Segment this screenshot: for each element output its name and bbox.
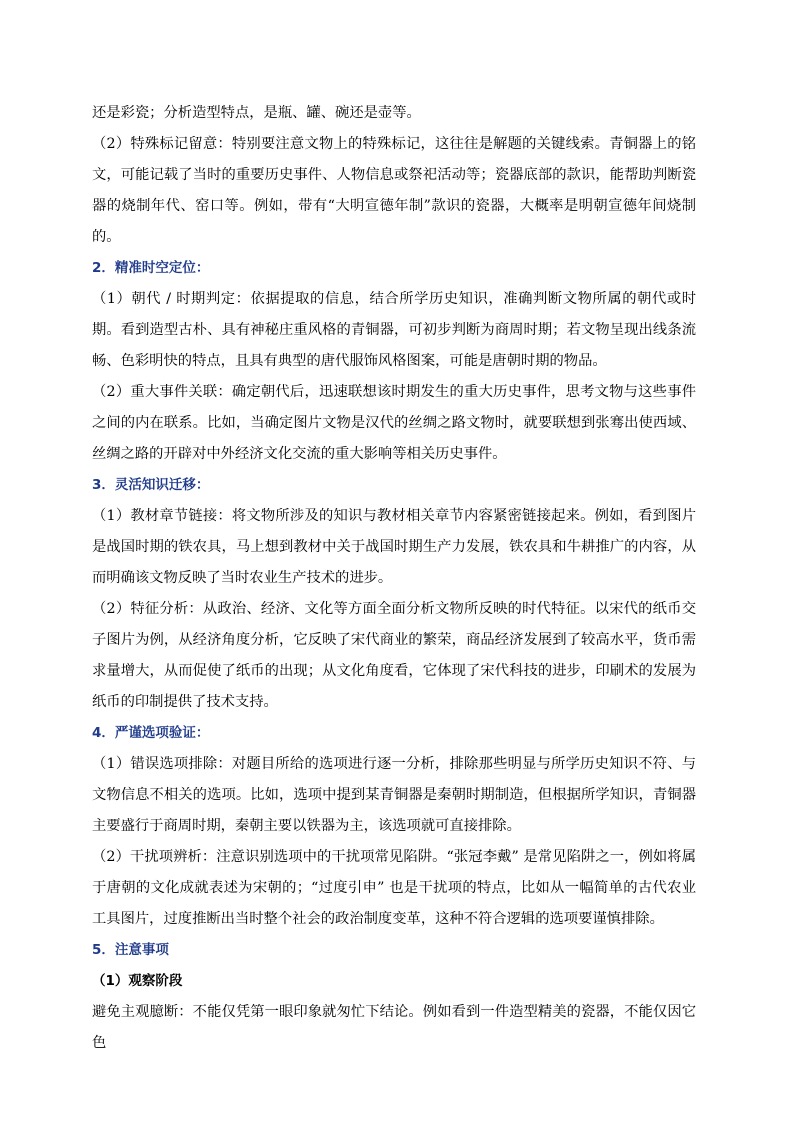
paragraph-distractor-analysis: （2）干扰项辨析：注意识别选项中的干扰项常见陷阱。“张冠李戴” 是常见陷阱之一，例如将属于唐朝的文化成就表述为宋朝的；“过度引申” 也是干扰项的特点，比如从一幅简单的古代农业工具图片，过度推断出当时整个社会的政治制度变革，这种不符合逻辑的选项要谨慎排除。	[92, 849, 696, 927]
paragraph-textbook-link: （1）教材章节链接：将文物所涉及的知识与教材相关章节内容紧密链接起来。例如，看到图片是战国时期的铁农具，马上想到教材中关于战国时期生产力发展，铁农具和牛耕推广的内容，从而明确该文物反映了当时农业生产技术的进步。	[92, 508, 696, 586]
heading-section-4: 4．严谨选项验证：	[92, 725, 210, 741]
paragraph-event-association: （2）重大事件关联：确定朝代后，迅速联想该时期发生的重大历史事件，思考文物与这些事件之间的内在联系。比如，当确定图片文物是汉代的丝绸之路文物时，就要联想到张骞出使西域、丝绸之路的开辟对中外经济文化交流的重大影响等相关历史事件。	[92, 384, 696, 462]
paragraph-wrong-option-elimination: （1）错误选项排除：对题目所给的选项进行逐一分析，排除那些明显与所学历史知识不符、与文物信息不相关的选项。比如，选项中提到某青铜器是秦朝时期制造，但根据所学知识，青铜器主要盛行于商周时期，秦朝主要以铁器为主，该选项就可直接排除。	[92, 756, 696, 834]
document-body	[92, 98, 696, 1059]
paragraph-avoid-subjectivity: 避免主观臆断：不能仅凭第一眼印象就匆忙下结论。例如看到一件造型精美的瓷器，不能仅因它色	[92, 1004, 696, 1051]
heading-section-3: 3．灵活知识迁移：	[92, 477, 210, 493]
heading-section-2: 2．精准时空定位：	[92, 260, 210, 276]
paragraph-continuation: 还是彩瓷；分析造型特点，是瓶、罐、碗还是壶等。	[92, 105, 421, 121]
paragraph-feature-analysis: （2）特征分析：从政治、经济、文化等方面全面分析文物所反映的时代特征。以宋代的纸币交子图片为例，从经济角度分析，它反映了宋代商业的繁荣，商品经济发展到了较高水平，货币需求量增大，从而促使了纸币的出现；从文化角度看，它体现了宋代科技的进步，印刷术的发展为纸币的印制提供了技术支持。	[92, 601, 696, 710]
paragraph-special-marks: （2）特殊标记留意：特别要注意文物上的特殊标记，这往往是解题的关键线索。青铜器上的铭文，可能记载了当时的重要历史事件、人物信息或祭祀活动等；瓷器底部的款识，能帮助判断瓷器的烧制年代、窑口等。例如，带有“大明宣德年制”款识的瓷器，大概率是明朝宣德年间烧制的。	[92, 136, 696, 245]
paragraph-dynasty-judgment: （1）朝代 / 时期判定：依据提取的信息，结合所学历史知识，准确判断文物所属的朝代或时期。看到造型古朴、具有神秘庄重风格的青铜器，可初步判断为商周时期；若文物呈现出线条流畅、色彩明快的特点，且具有典型的唐代服饰风格图案，可能是唐朝时期的物品。	[92, 291, 696, 369]
subheading-observation-stage: （1）观察阶段	[92, 973, 183, 989]
heading-section-5: 5．注意事项	[92, 942, 169, 958]
